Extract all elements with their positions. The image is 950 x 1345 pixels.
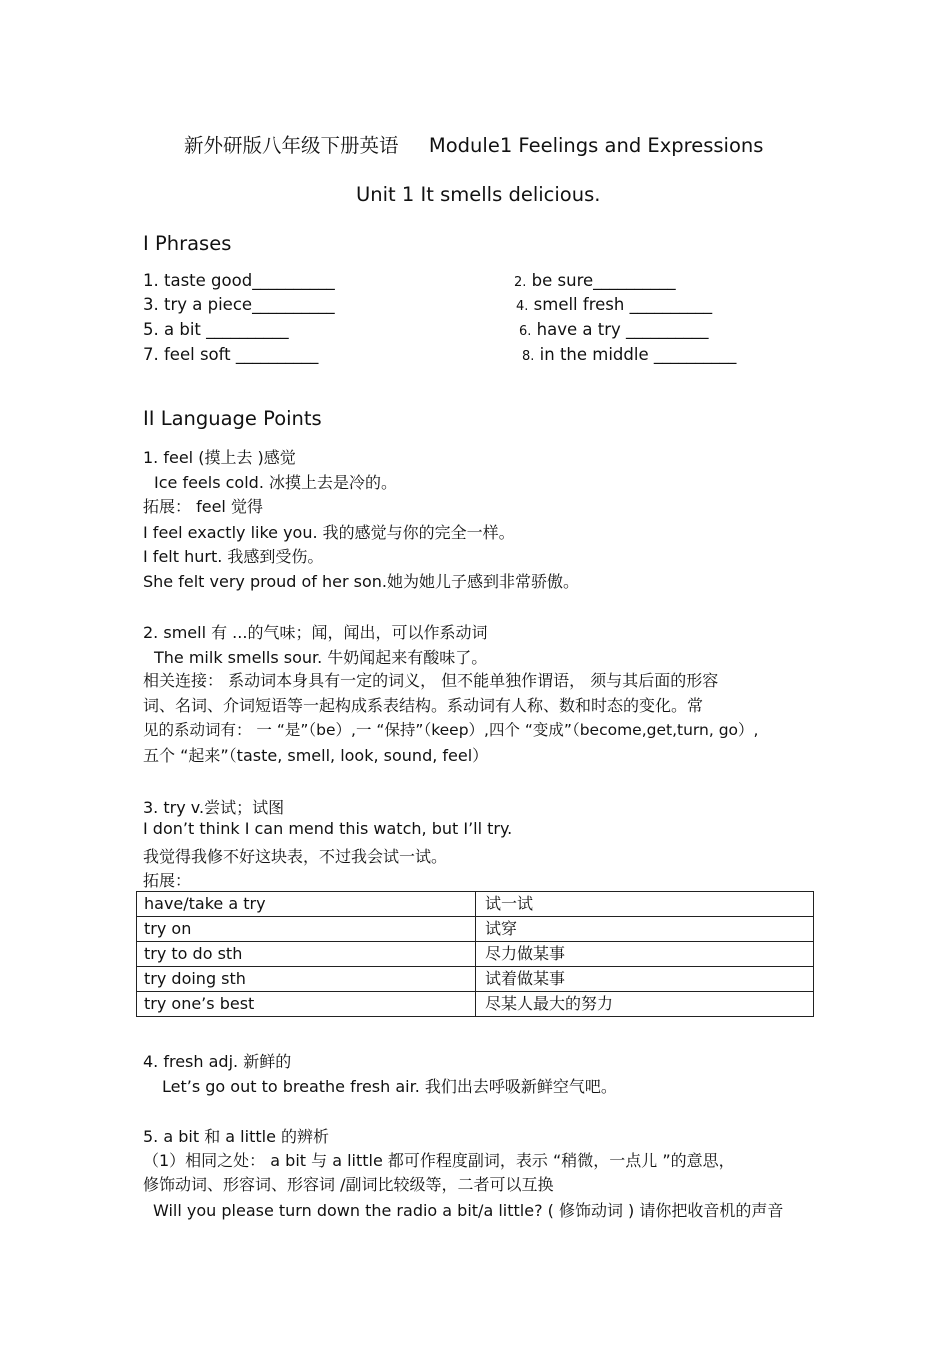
point-1-example: She felt very proud of her son.她为她儿子感到非常骄傲。: [143, 572, 580, 591]
title-chinese: 新外研版八年级下册英语: [184, 134, 399, 157]
point-3-title: 3. try v.尝试；试图: [143, 798, 285, 817]
try-extension-table: [136, 891, 814, 1017]
point-2-example: The milk smells sour. 牛奶闻起来有酸味了。: [154, 648, 488, 667]
table-cell: 试穿: [476, 917, 814, 942]
point-5-example: Will you please turn down the radio a bit/a little? ( 修饰动词 ) 请你把收音机的声音: [153, 1201, 784, 1220]
phrase-item-2: 2. be sure__________: [514, 271, 676, 290]
table-cell: try doing sth: [137, 967, 476, 992]
table-cell: try to do sth: [137, 942, 476, 967]
point-3-translation: 我觉得我修不好这块表，不过我会试一试。: [143, 847, 448, 866]
table-cell: 试着做某事: [476, 967, 814, 992]
phrase-item-3: 3. try a piece__________: [143, 295, 335, 314]
title-english: Module1 Feelings and Expressions: [428, 134, 764, 157]
table-row: [137, 892, 814, 917]
language-points-heading: II Language Points: [143, 407, 322, 430]
point-4-title: 4. fresh adj. 新鲜的: [143, 1052, 292, 1071]
table-cell: try one’s best: [137, 992, 476, 1017]
point-1-example: I felt hurt. 我感到受伤。: [143, 547, 324, 566]
table-row: [137, 917, 814, 942]
point-2-note: 五个 “起来”（taste, smell, look, sound, feel）: [143, 746, 489, 765]
table-cell: 试一试: [476, 892, 814, 917]
point-1-example: I feel exactly like you. 我的感觉与你的完全一样。: [143, 523, 515, 542]
table-cell: have/take a try: [137, 892, 476, 917]
phrases-heading: I Phrases: [143, 232, 232, 255]
point-2-note: 词、名词、介词短语等一起构成系表结构。系动词有人称、数和时态的变化。常: [143, 696, 704, 715]
page-title: [184, 130, 763, 158]
point-1-extension: 拓展： feel 觉得: [143, 497, 263, 516]
point-5-note: （1）相同之处： a bit 与 a little 都可作程度副词，表示 “稍微，一点儿 ”的意思，: [143, 1151, 735, 1170]
table-cell: try on: [137, 917, 476, 942]
point-1-example: Ice feels cold. 冰摸上去是冷的。: [154, 473, 397, 492]
point-3-example: I don’t think I can mend this watch, but I’ll try.: [143, 819, 513, 838]
phrase-item-8: 8. in the middle __________: [522, 345, 737, 364]
phrase-item-1: 1. taste good__________: [143, 271, 335, 290]
point-2-title: 2. smell 有 ...的气味；闻，闻出，可以作系动词: [143, 623, 488, 642]
table-row: [137, 967, 814, 992]
phrase-item-7: 7. feel soft __________: [143, 345, 319, 364]
point-5-note: 修饰动词、形容词、形容词 /副词比较级等，二者可以互换: [143, 1175, 554, 1194]
point-3-extension: 拓展：: [143, 871, 192, 890]
point-5-title: 5. a bit 和 a little 的辨析: [143, 1127, 329, 1146]
phrase-item-5: 5. a bit __________: [143, 320, 289, 339]
phrase-item-4: 4. smell fresh __________: [516, 295, 713, 314]
table-row: [137, 992, 814, 1017]
table-cell: 尽力做某事: [476, 942, 814, 967]
point-2-note: 相关连接： 系动词本身具有一定的词义， 但不能单独作谓语， 须与其后面的形容: [143, 671, 719, 690]
unit-title: Unit 1 It smells delicious.: [356, 183, 601, 206]
table-row: [137, 942, 814, 967]
phrase-item-6: 6. have a try __________: [519, 320, 709, 339]
point-2-note: 见的系动词有： 一 “是”（be）,一 “保持”（keep）,四个 “变成”（become,get,turn, go）,: [143, 721, 759, 739]
point-4-example: Let’s go out to breathe fresh air. 我们出去呼吸新鲜空气吧。: [162, 1077, 617, 1096]
point-1-title: 1. feel (摸上去 )感觉: [143, 448, 296, 467]
table-cell: 尽某人最大的努力: [476, 992, 814, 1017]
